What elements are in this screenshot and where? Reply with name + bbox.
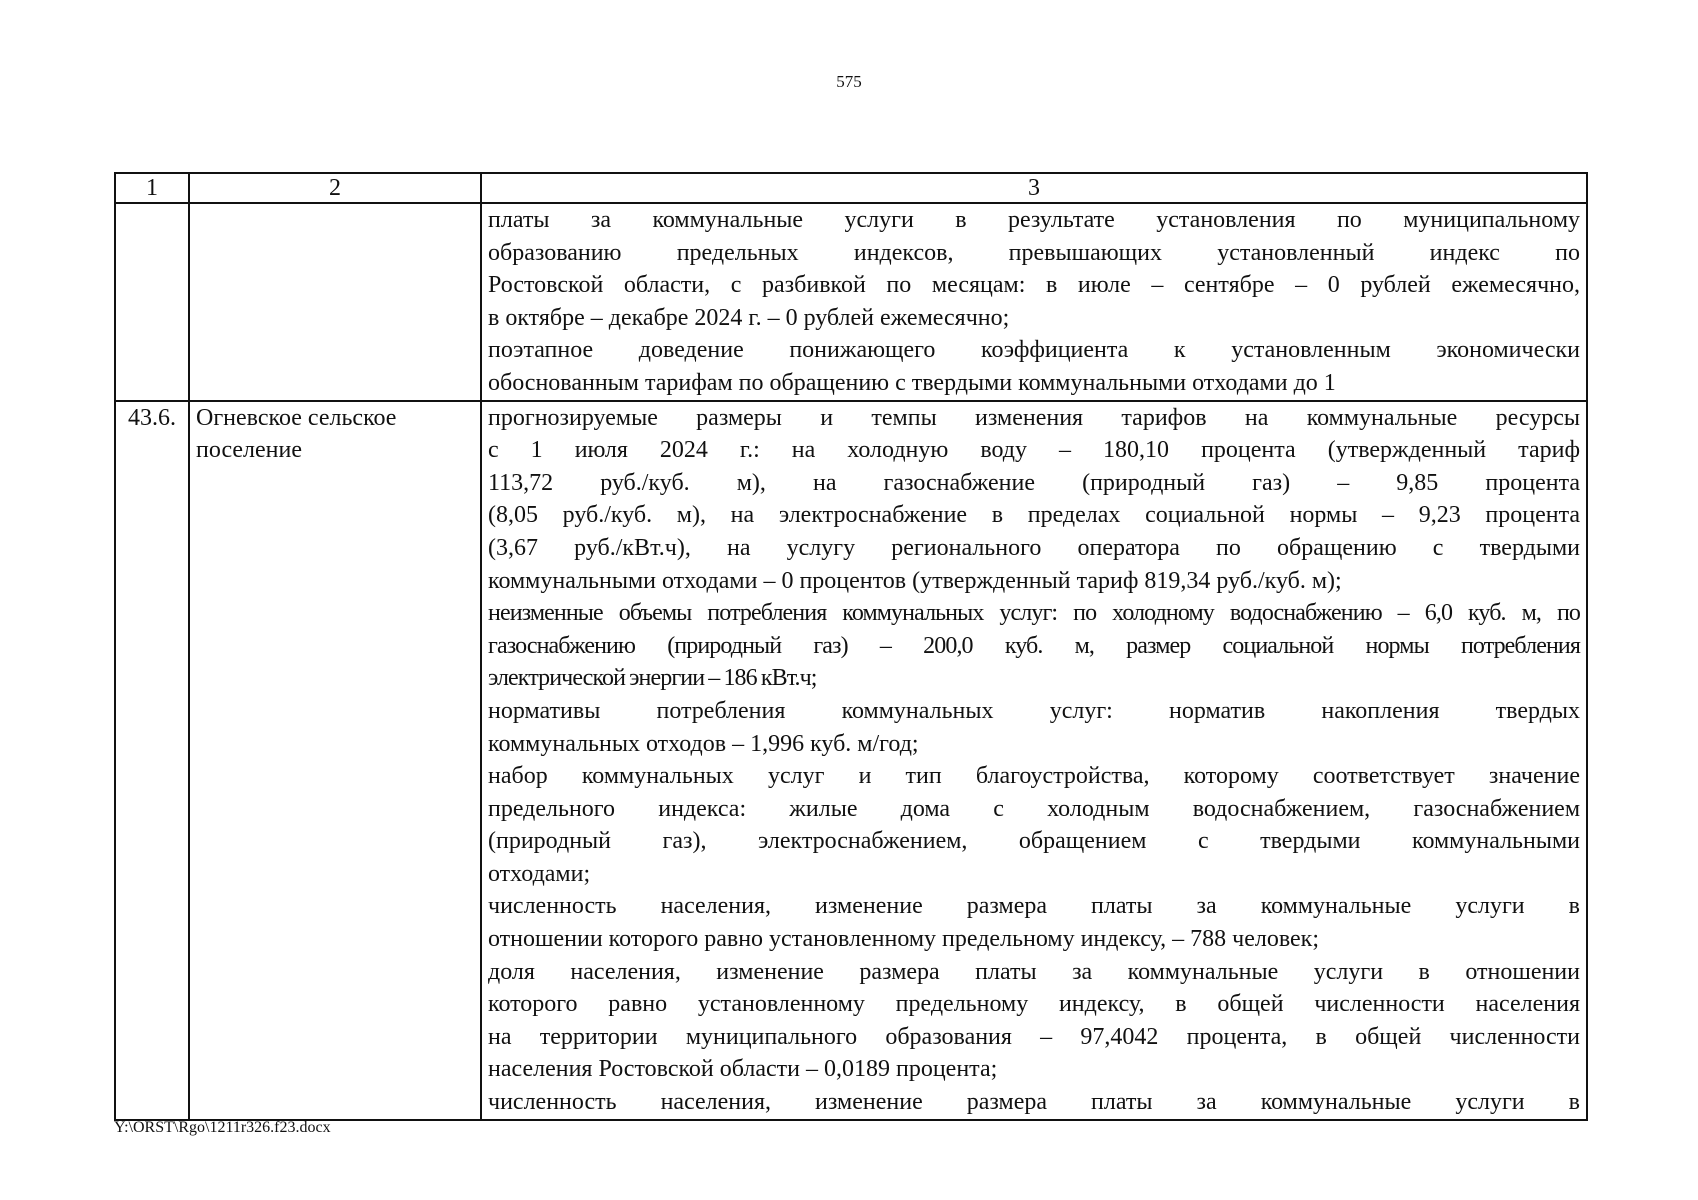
footer-file-path: Y:\ORST\Rgo\1211r326.f23.docx: [114, 1119, 331, 1136]
description-paragraph: [488, 890, 1580, 955]
paragraph-line: 113,72 руб./куб. м), на газоснабжение (природный газ) – 9,85 процента: [488, 469, 1580, 496]
paragraph-line: численность населения, изменение размера платы за коммунальные услуги в: [488, 1089, 1580, 1116]
paragraph-line: платы за коммунальные услуги в результате установления по муниципальному: [488, 207, 1580, 233]
description-paragraph: [488, 695, 1580, 760]
paragraph-line: в октябре – декабре 2024 г. – 0 рублей ежемесячно;: [488, 304, 1010, 331]
paragraph-line: (8,05 руб./куб. м), на электроснабжение в пределах социальной нормы – 9,23 процента: [488, 502, 1580, 529]
paragraph-line: электрической энергии – 186 кВт.ч;: [488, 665, 817, 692]
paragraph-line: образованию предельных индексов, превышающих установленный индекс по: [488, 239, 1580, 266]
description-paragraph: [488, 402, 1580, 598]
page-number: 575: [836, 72, 862, 91]
description-cell: [481, 401, 1587, 1120]
description-paragraph: [488, 1086, 1580, 1119]
table-row-continuation: [115, 203, 1587, 401]
paragraph-line: (3,67 руб./кВт.ч), на услугу регионального оператора по обращению с твердыми: [488, 534, 1580, 561]
paragraph-line: коммунальных отходов – 1,996 куб. м/год;: [488, 730, 919, 757]
paragraph-line: на территории муниципального образования – 97,4042 процента, в общей численности: [488, 1023, 1580, 1050]
paragraph-line: прогнозируемые размеры и темпы изменения тарифов на коммунальные ресурсы: [488, 404, 1580, 431]
settlement-name-cell: [189, 203, 481, 401]
paragraph-line: доля населения, изменение размера платы за коммунальные услуги в отношении: [488, 958, 1580, 985]
paragraph-line: газоснабжению (природный газ) – 200,0 куб. м, размер социальной нормы потребления: [488, 632, 1580, 659]
paragraph-line: набор коммунальных услуг и тип благоустройства, которому соответствует значение: [488, 763, 1580, 790]
description-paragraph: [488, 597, 1580, 695]
paragraph-line: которого равно установленному предельному индексу, в общей численности населения: [488, 991, 1580, 1018]
settlement-name-line: Огневское сельское: [196, 404, 397, 431]
paragraph-line: отходами;: [488, 860, 591, 887]
paragraph-line: неизменные объемы потребления коммунальных услуг: по холодному водоснабжению – 6,0 куб. м, по: [488, 600, 1580, 627]
tariff-table: [114, 172, 1588, 1121]
paragraph-line: обоснованным тарифам по обращению с твердыми коммунальными отходами до 1: [488, 369, 1336, 396]
paragraph-line: поэтапное доведение понижающего коэффициента к установленным экономически: [488, 337, 1580, 364]
row-number-cell: 43.6.: [115, 401, 189, 1120]
paragraph-line: нормативы потребления коммунальных услуг: норматив накопления твердых: [488, 697, 1580, 724]
table-header-row: [115, 173, 1587, 203]
paragraph-line: Ростовской области, с разбивкой по месяцам: в июле – сентябре – 0 рублей ежемесячно,: [488, 272, 1580, 299]
row-number-cell: [115, 203, 189, 401]
header-col-2: 2: [189, 173, 481, 203]
paragraph-line: численность населения, изменение размера платы за коммунальные услуги в: [488, 893, 1580, 920]
description-cell: [481, 203, 1587, 401]
settlement-name-cell: [189, 401, 481, 1120]
paragraph-line: предельного индекса: жилые дома с холодным водоснабжением, газоснабжением: [488, 795, 1580, 822]
settlement-name-line: поселение: [196, 437, 303, 464]
table-row-43-6: [115, 401, 1587, 1120]
paragraph-line: (природный газ), электроснабжением, обращением с твердыми коммунальными: [488, 828, 1580, 855]
header-col-3: 3: [481, 173, 1587, 203]
description-paragraph: [488, 760, 1580, 890]
paragraph-line: коммунальными отходами – 0 процентов (утвержденный тариф 819,34 руб./куб. м);: [488, 567, 1342, 594]
paragraph-line: населения Ростовской области – 0,0189 процента;: [488, 1056, 998, 1083]
description-paragraph: [488, 204, 1580, 334]
paragraph-line: отношении которого равно установленному предельному индексу, – 788 человек;: [488, 926, 1319, 953]
description-paragraph: [488, 956, 1580, 1086]
paragraph-line: с 1 июля 2024 г.: на холодную воду – 180,10 процента (утвержденный тариф: [488, 437, 1580, 464]
description-paragraph: [488, 334, 1580, 399]
header-col-1: 1: [115, 173, 189, 203]
